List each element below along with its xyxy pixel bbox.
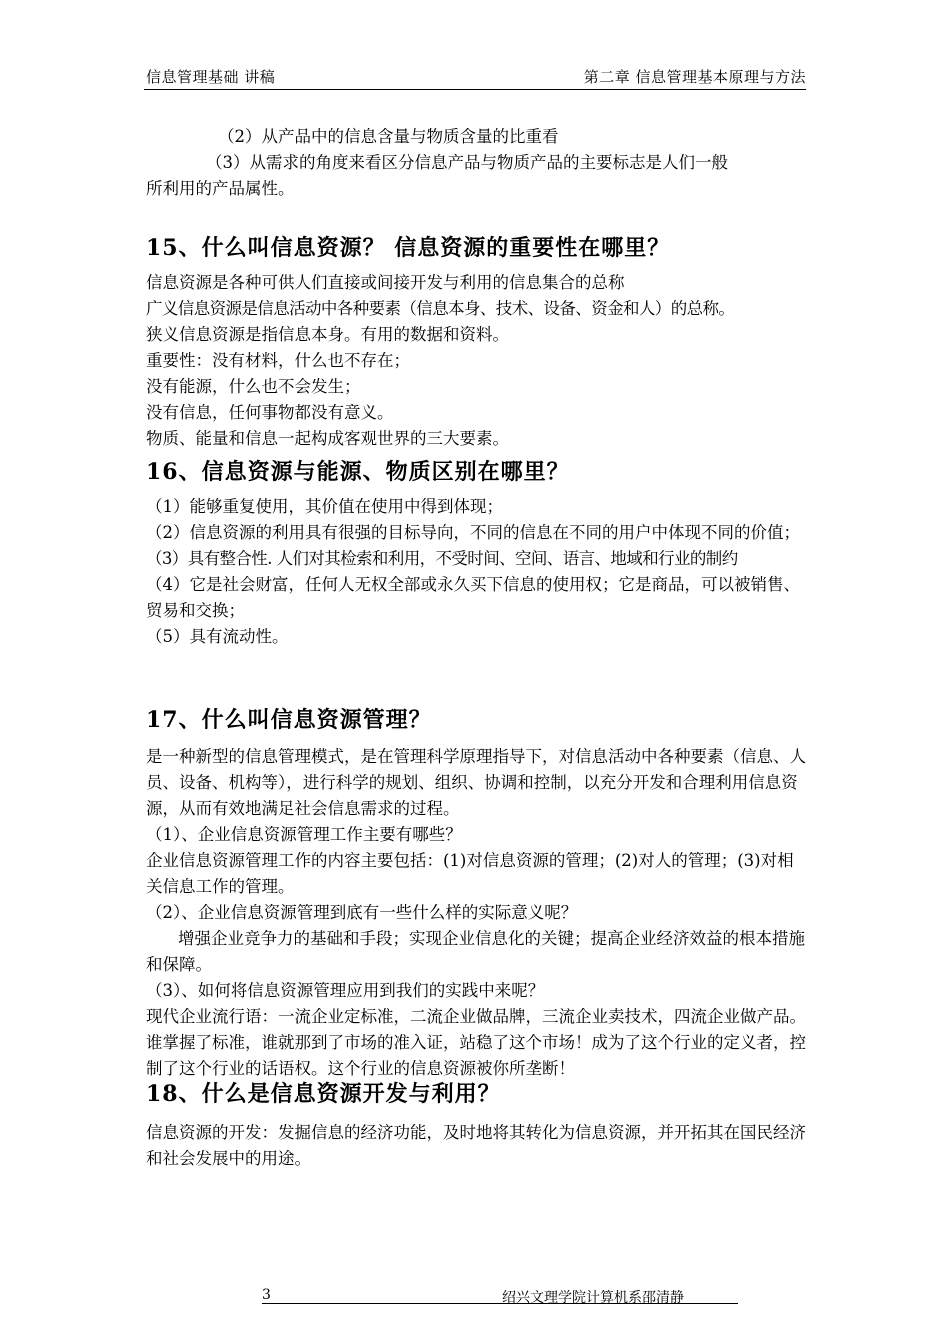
section-18-paragraph: 信息资源的开发：发掘信息的经济功能，及时地将其转化为信息资源，并开拓其在国民经济和社会发展中的用途。 [146,1123,806,1168]
section-17 [146,704,808,736]
header-right-chapter: 第二章 信息管理基本原理与方法 [583,68,806,86]
section-16-body [146,494,808,650]
footer-rule [262,1303,738,1304]
section-17-body [146,744,808,1082]
section-18-body [146,1120,808,1172]
section-15-line: 狭义信息资源是指信息本身。有用的数据和资料。 [146,325,509,344]
section-17-answer-3: 现代企业流行语：一流企业定标准，二流企业做品牌，三流企业卖技术，四流企业做产品。谁掌握了标准，谁就那到了市场的准入证，站稳了这个市场！成为了这个行业的定义者，控制了这个行业的话语权。这个行业的信息资源被你所垄断！ [146,1007,806,1078]
section-17-answer-2: 增强企业竞争力的基础和手段；实现企业信息化的关键；提高企业经济效益的根本措施和保障。 [146,929,805,974]
section-17-question-3: （3）、如何将信息资源管理应用到我们的实践中来呢？ [146,981,545,1000]
section-17-definition: 是一种新型的信息管理模式，是在管理科学原理指导下，对信息活动中各种要素（信息、人员、设备、机构等），进行科学的规划、组织、协调和控制，以充分开发和合理利用信息资源，从而有效地满足社会信息需求的过程。 [146,747,806,818]
section-17-question-2: （2）、企业信息资源管理到底有一些什么样的实际意义呢？ [146,903,578,922]
section-18-heading: 18、什么是信息资源开发与利用？ [146,1081,501,1107]
section-16-item: （1）能够重复使用，其价值在使用中得到体现； [146,497,503,516]
intro-item-3-line2: 所利用的产品属性。 [146,179,295,198]
section-16-item: （2）信息资源的利用具有很强的目标导向，不同的信息在不同的用户中体现不同的价值； [146,523,800,542]
header-left-title: 信息管理基础 讲稿 [146,68,276,86]
section-15-line: 没有能源，什么也不会发生； [146,377,361,396]
section-15-line: 物质、能量和信息一起构成客观世界的三大要素。 [146,429,509,448]
section-16-item: （4）它是社会财富，任何人无权全部或永久买下信息的使用权；它是商品，可以被销售、贸易和交换； [146,575,800,620]
section-15-body [146,270,808,452]
section-16-item: （5）具有流动性。 [146,627,289,646]
section-18 [146,1078,808,1110]
footer-author: 绍兴文理学院计算机系邵清静 [502,1290,684,1306]
intro-item-2: （2）从产品中的信息含量与物质含量的比重看 [218,127,559,146]
intro-item-3-line1: （3）从需求的角度来看区分信息产品与物质产品的主要标志是人们一般 [206,153,728,172]
section-16-heading: 16、信息资源与能源、物质区别在哪里？ [146,459,570,485]
section-15-heading: 15、什么叫信息资源？ 信息资源的重要性在哪里？ [146,235,671,261]
section-15-line: 信息资源是各种可供人们直接或间接开发与利用的信息集合的总称 [146,273,625,292]
section-17-question-1: （1）、企业信息资源管理工作主要有哪些？ [146,825,462,844]
section-15 [146,232,808,264]
section-16-item: （3）具有整合性. 人们对其检索和利用，不受时间、空间、语言、地域和行业的制约 [146,549,738,568]
section-15-line: 没有信息，任何事物都没有意义。 [146,403,394,422]
section-16 [146,456,808,488]
section-15-line: 广义信息资源是信息活动中各种要素（信息本身、技术、设备、资金和人）的总称。 [146,299,735,318]
section-15-line: 重要性：没有材料，什么也不存在； [146,351,410,370]
page-number: 3 [262,1287,271,1303]
intro-block [146,124,808,202]
section-17-answer-1: 企业信息资源管理工作的内容主要包括：(1)对信息资源的管理；(2)对人的管理；(3)对相关信息工作的管理。 [146,851,794,896]
header-rule [144,89,806,90]
section-17-heading: 17、什么叫信息资源管理？ [146,707,432,733]
